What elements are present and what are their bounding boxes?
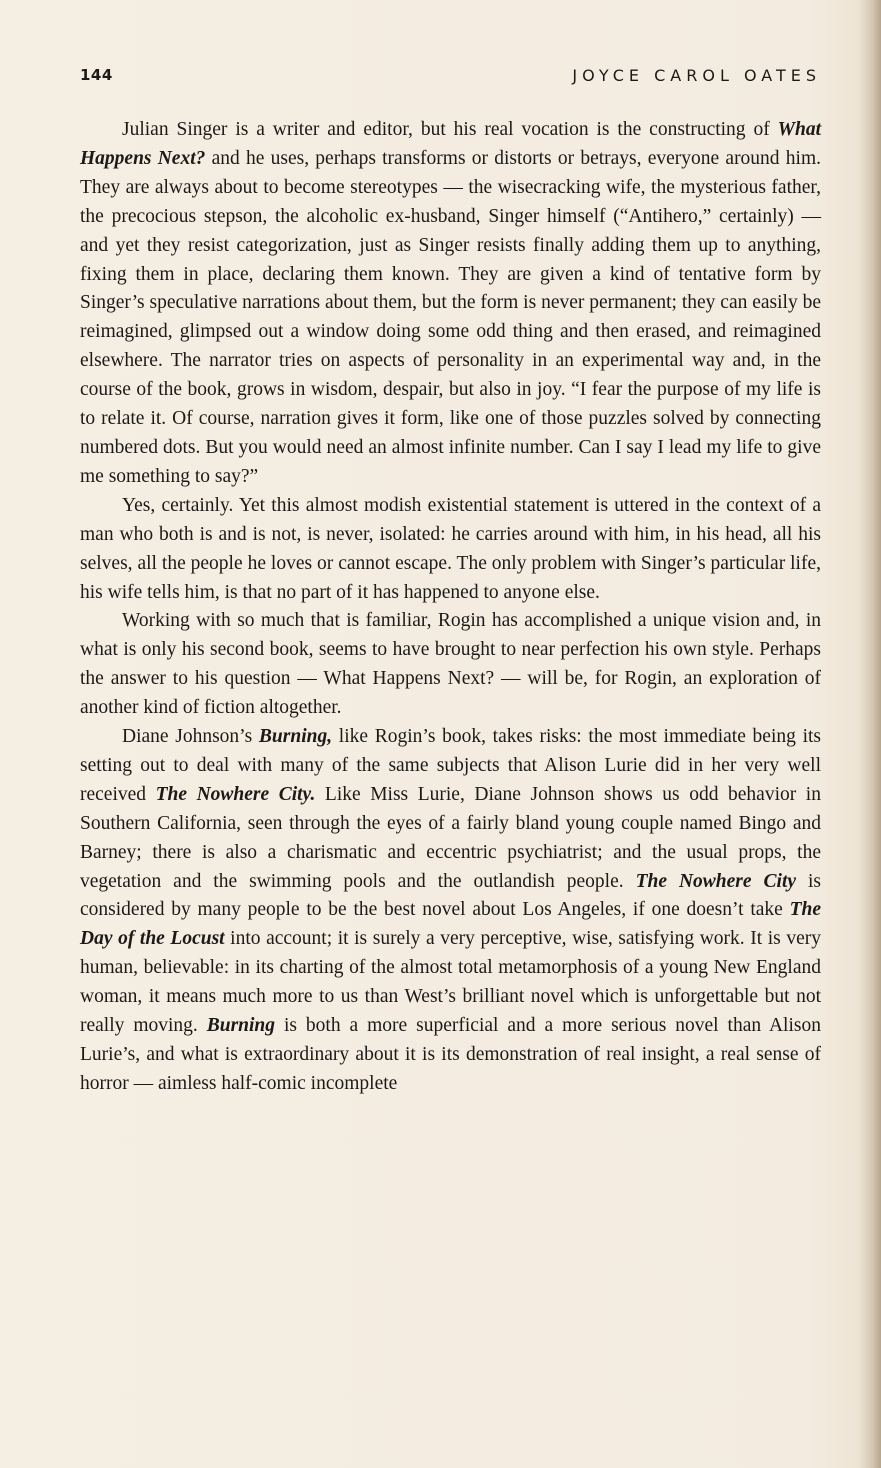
text-run: is both a more superficial and a more serious novel than Alison Lurie’s, and what is extraordinary about it is its demonstration of real insight, a real sense of horror — aimless half-comic incomplete (80, 1015, 821, 1094)
text-run: is considered by many people to be the best novel about Los Angeles, if one doesn’t take (80, 870, 822, 921)
running-head: JOYCE CAROL OATES (572, 66, 821, 85)
text-run: and he uses, perhaps transforms or distorts or betrays, everyone around him. They are always about to become stereotypes — the wisecracking wife, the mysterious father, the precocious stepson, the alcoholic ex-husband, Singer himself (“Antihero,” certainly) — and yet they resist categorization, just as Singer resists finally adding them up to anything, fixing them in place, declaring them known. They are given a kind of tentative form by Singer’s speculative narrations about them, but the form is never permanent; they can easily be reimagined, glimpsed out a window doing some odd thing and then erased, and reimagined elsewhere. The narrator tries on aspects of personality in an experimental way and, in the course of the book, grows in wisdom, despair, but also in joy. “I fear the purpose of my life is to relate it. Of course, narration gives it form, like one of those puzzles solved by connecting numbered dots. But you would need an almost infinite number. Can I say I lead my life to give me something to say?” (80, 147, 821, 487)
text-run: like Rogin’s book, takes risks: the most immediate being its setting out to deal with many of the same subjects that Alison Lurie did in her very well received (80, 726, 822, 805)
paragraph (80, 116, 821, 492)
page-header (80, 66, 821, 90)
paragraph (80, 492, 821, 608)
book-title: Burning (206, 1015, 276, 1037)
text-run: Like Miss Lurie, Diane Johnson shows us odd behavior in Southern California, seen through the eyes of a fairly bland young couple named Bingo and Barney; there is also a charismatic and eccentric psychiatrist; and the usual props, the vegetation and the swimming pools and the outlandish people. (80, 783, 821, 892)
body-text (80, 116, 821, 1099)
paragraph (80, 607, 821, 723)
text-run: Diane Johnson’s (122, 726, 259, 748)
text-run: into account; it is surely a very perceptive, wise, satisfying work. It is very human, believable: in its charting of the almost total metamorphosis of a young New England woman, it means much more to us than West’s brilliant novel which is unforgettable but not really moving. (80, 928, 821, 1037)
book-title: What Happens Next? (80, 119, 821, 169)
text-run: Working with so much that is familiar, Rogin has accomplished a unique vision and, in what is only his second book, seems to have brought to near perfection his own style. Perhaps the answer to his question — What Happens Next? — will be, for Rogin, an exploration of another kind of fiction altogether. (80, 610, 821, 719)
book-title: The Nowhere City. (155, 783, 316, 805)
text-run: Julian Singer is a writer and editor, but his real vocation is the constructing of (122, 119, 778, 140)
spine-shadow (859, 0, 881, 1468)
text-run: Yes, certainly. Yet this almost modish existential statement is uttered in the context of a man who both is and is not, is never, isolated: he carries around with him, in his head, all his selves, all the people he loves or cannot escape. The only problem with Singer’s particular life, his wife tells him, is that no part of it has happened to anyone else. (80, 494, 821, 603)
page-number: 144 (80, 66, 113, 84)
book-title: The Nowhere City (635, 870, 797, 892)
paragraph (80, 723, 821, 1099)
book-title: The Day of the Locust (80, 899, 821, 950)
book-title: Burning, (258, 726, 333, 748)
